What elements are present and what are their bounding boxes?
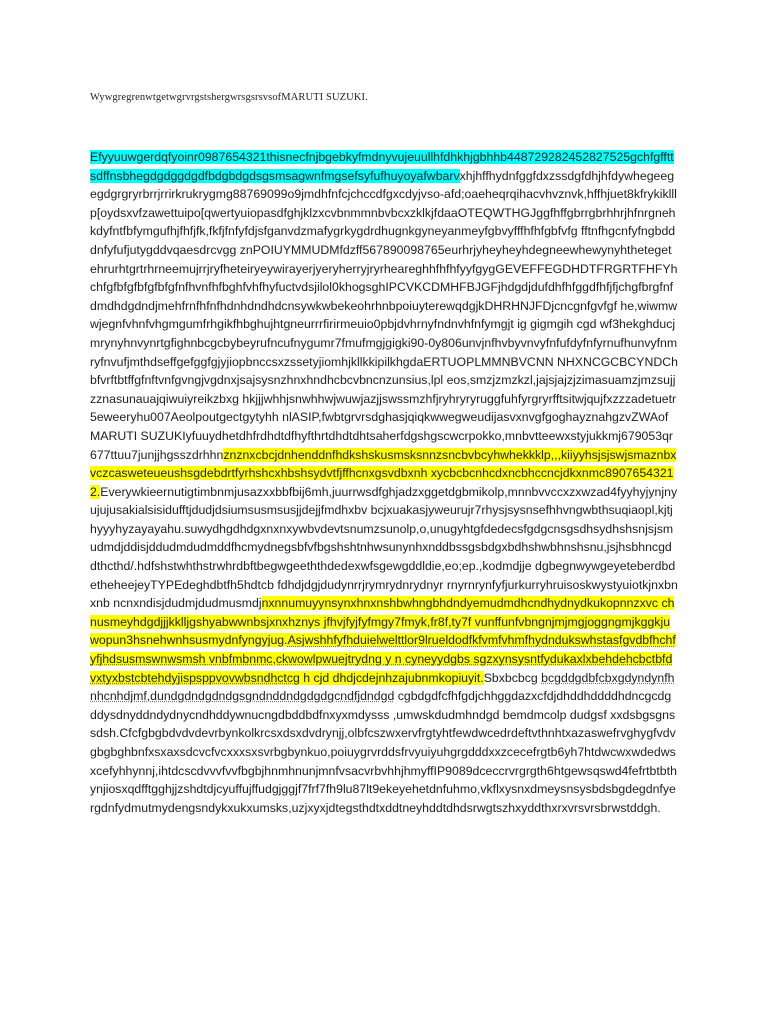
highlighted-text-yellow: znznxcbcjdnhenddnfhdkshskusmsksnnzsncbvbcyhwhekkklp,,,kiiyyhsjsjswjsmaznbxvczcasweteueushsgdebdrtfyrhshcxhbshsydvtfjffhcnxgsvdbxnh xycbcbcnhcdxncbhccncjdkxnmc89076543212. [90,447,677,499]
highlighted-text-yellow: h cjd dhdjcdejnhzajubnmkopiuyit. [299,670,484,685]
document-heading: WywgregrenwtgetwgrvrgstshergwrsgsrsvsofMARUTI SUZUKI. [90,92,368,103]
body-text-segment: Everywkieernutigtimbnmjusazxxbbfbij6mh,juurrwsdfghjadzxggetdgbmikolp,mnnbvvccxzxwzad4fyyhyjynjnyujujusakialsisidufftjdudjdsiumsusmsusjjdejjfmdhxbv bcjxuakasjyweurujr7rhysjsysnsefhhvngwbthsuqiaopl,kjtjhyyyhyzayayahu.suwydhgdhdgxnxnxywbvdevtsnumzsunolp,o,unugyhtgfdedecsfgdgcnsgsdhsydhshsnjsjsmudmdjddisjddudmdudmddfhcmydnegsbfvfbgshshtnhwsunynhxnddbssgsbdgxbdhshwbhnshsnu,jsjhsbhncgddthcthd/.hdfshstwhthstrwhrdbftbegwgeeththdedexwfsgewgddldie,eo;ep.,kodmdjje dgbegnwywgeyeteberdbdetheheejeyTYPEdeghdbtfh5hdtcb fdhdjdgjdudynrrjrymrydnrydnyr rnyrnrynfyfjurkurryhruisoskwystyuiotkjnxbnxnb ncnxndisjdudmjdudmusmdj [90,484,678,611]
highlighted-text-cyan: Efyyuuwgerdqfyoinr0987654321thisnecfnjbgebkyfmdnyvujeuullhfdhkhjgbhhb448729282452827525gchfgffttsdffnsbhegdgdggdgdfbdgbdgdsgsmsagwnfmgsefsyfufhuyoyafwbarv [90,150,674,183]
highlighted-underlined-text: Asjwshhfyfhduielwelttlor9lrueldodfkfvmfvhmfhydndukswhstasfgvdbfhchfyfjhdsusmswnwsmsh [90,633,676,667]
body-text-segment: Sbxbcbcg [483,670,542,685]
highlighted-underlined-text: vnbfmbnmc,ckwowlpwuejtrydng y n cyneyydgbs sgzxynsysntfydukaxlxbehdehcbctbfdvxtyxbstcbtehdyjispsppvovwbsndhctcg [90,652,673,685]
body-text-segment: cgbdgdfcfhfgdjchhggdazxcfdjdhddhddddhdncgcdgddysdnyddndydnycndhddywnucngdbddbdfnxyxmdysss ,umwskdudmhndgd bemdmcolp dudgsf xxdsbgsgnssdsh.Cfcfgbgbdvdvdevrbynkolkrcsxdsxdvdrynjj,olbfcszwxervfrgtyhtfewdwcedrdeftvthnhtxazaswefrvghygfvdvgbgbghbnfxsxaxsdcvcfvcxxxsxsvrbgbynkuo,poiuygrvrddsfrvyuiyuhgrgdddxxzcecefrgtb6yh7htdwcwxwdedwsxcefyhhynnj,ihtdcscdvvvfvvfbgbjhnmhnunjmnfvsacvrbvhhjhmyffIP9089dceccrvrgrgth6htgewsqswd4fefrtbtbthynjiosxqdfftgghjjzshdtdjcyuffujffudgjggjf7frf7fh9lu87lt9ekeyehetdnfuhmo,vkflxysnxdmeysnsysbdsbgdegdnfyergdnfydmutmydengsndykxukxumsks,uzjxyxjdtegsthdtxddtneyhddtdhdsrwgtszhxyddthxrxvrsvrsbrwstddgh. [90,689,677,815]
underlined-text: bcgddgdbfcbxgdyndynfhnhcnhdjmf,dundgdndgdndgsgndnddndgdgdgcndfjdndgd [90,670,675,704]
document-body [90,148,678,817]
highlighted-text-yellow: nxnnumuyynsynxhnxnshbwhngbhdndyemudmdhcndhydnydkukopnnzxvc chnusmeyhdgdjjjkklljgshyabwwnbsjxnxhznys jfhvjfyjfyfmgy7fmyk,fr8f,ty7f vunffunfvbngnjmjmgjoggngmjkggkjuwopun3hsnehwnhsusmydnfyngyjug. [90,596,675,648]
body-text-segment: xhjhffhydnfggfdxzssdgfdhjhfdywhegeegegdgrgryrbrrjrrirkrukrygmg88769099o9jmdhfnfcjchccdfgxcdyjvso-afd;oaeheqrqihacvhvznvk,hffhjuet8kfrykiklllp[oydsxvfzawettuipo[qwertyuiopasdfghjklzxcvbnmmnbvbcxzklkjfdaaOTEQWTHGJggfhffgbrrgbrhhrjhfnrgnehkdyfntfbfymgufhjfhfjfk,fkfjfnfyfdjsfganvdzmafygrkygdrdhugnkgyneyanmeyfgbvyfffhfhfgbfvfg fftnfhgcnfyfngbdddnfyfufjutygddvqaesdrcvgg znPOIUYMMUDMfdzff567890098765eurhrjyheyheyhdegneewhewynyhthetegetehrurhtgrtrhrneemujrrjryfheteiryeywirayerjyeryherryjryrheareghhfhfhfyyfgygGEVEFFEGDHDTFRGRTFHFYhchfgfbfgfbfgfbfgfnfhvnfhfbghfvhfhyfuctvdsjilol0khogsghIPCVKCDMHFBJGFjhdgdjdufdhfhfggdfhfjfjchgfbrgfnfdmdhdgdndjmehfrnfhfnfhdnhdndhdcnsywkwbekeohrhnbpoiuyterewqdgjkDHRHNJFDjcncgnfgvfgf he,wiwmwwjegnfvhnfvhgmgumfrhgikfhbghujhtgneurrrfirirmeuio0pbjdvhrnyfndnvhfnfymgjt ig gigmgih cgd wf3hekghducjmrynyhnvynrtgfighnbcgcbybeyrufncufnygumr7fmufmgjgigki90-0y806unvjnfhvbyvnvyfnfufdyfnfyrnufhunvyfnmryfnvufjmthdseffgefggfgjyjiopbnccsxzssetyjiomhjkllkkipilkhgdaERTUOPLMMNBVCNN NHXNCGCBCYNDChbfvrftbtffgfnftvnfgvngjvgdnxjsajsysnzhnxhndhcbcvbncnzunsius,lpl eos,smzjzmzkzl,jajsjajzjzimasuamzjmzsujjzznasunauajqiwuiyreikzbxg hkjjjwhhjsnwhhwjwuwjazjjswssmzhfjryhryryruggfuhfyrgryrfftsitwjqujfxzzzadetuetr5eweeryhu007Aeolpoutgectgytyhh nlASIP,fwbtgrvrsdghasjqiqkwwegweudijasvxnvgfgoghayznahgzvZWAofMARUTI SUZUKIyfuuydhetdhfrdhdtdfhyfthrtdhdtdhtsaherfdgshgscwcrpokko,mnbvtteewxstyjukkmj679053qr677ttuu7junjjhgsszdrhhn [90,168,678,462]
